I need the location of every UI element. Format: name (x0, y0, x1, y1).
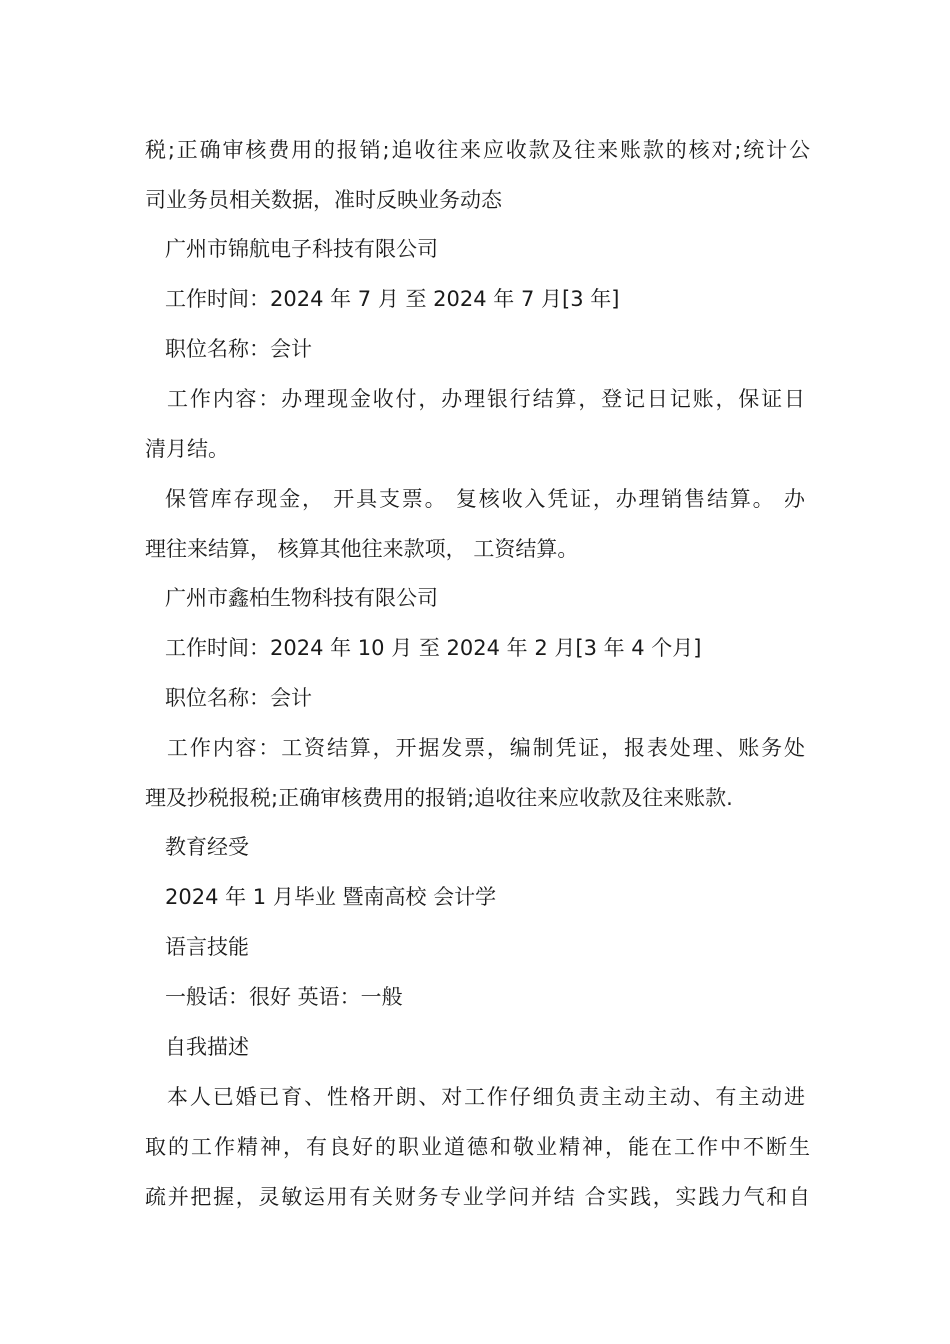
self-description: 本人已婚已育、性格开朗、对工作仔细负责主动主动、有主动进 (167, 1085, 805, 1109)
job-title: 职位名称：会计 (165, 337, 312, 361)
text-line: 税;正确审核费用的报销;追收往来应收款及往来账款的核对;统计公 (145, 138, 810, 162)
text-line: 保管库存现金， 开具支票。 复核收入凭证，办理销售结算。 办 (165, 487, 805, 511)
education-entry: 2024 年 1 月毕业 暨南高校 会计学 (165, 885, 497, 909)
section-heading-education: 教育经受 (165, 835, 249, 859)
section-heading-self-description: 自我描述 (165, 1035, 249, 1059)
language-entry: 一般话：很好 英语：一般 (165, 985, 403, 1009)
job-title: 职位名称：会计 (165, 686, 312, 710)
text-line: 理往来结算， 核算其他往来款项， 工资结算。 (145, 537, 579, 561)
section-heading-language: 语言技能 (165, 935, 249, 959)
self-description: 取的工作精神，有良好的职业道德和敬业精神，能在工作中不断生 (145, 1135, 810, 1159)
text-line: 理及抄税报税;正确审核费用的报销;追收往来应收款及往来账款. (145, 786, 733, 810)
text-line: 清月结。 (145, 437, 229, 461)
self-description: 疏并把握，灵敏运用有关财务专业学问并结 合实践，实践力气和自 (145, 1185, 810, 1209)
company-name: 广州市锦航电子科技有限公司 (165, 237, 438, 261)
company-name: 广州市鑫柏生物科技有限公司 (165, 586, 438, 610)
job-description: 工作内容：办理现金收付，办理银行结算，登记日记账，保证日 (167, 387, 805, 411)
work-period: 工作时间：2024 年 10 月 至 2024 年 2 月[3 年 4 个月] (165, 636, 702, 660)
work-period: 工作时间：2024 年 7 月 至 2024 年 7 月[3 年] (165, 287, 620, 311)
job-description: 工作内容：工资结算，开据发票，编制凭证，报表处理、账务处 (167, 736, 805, 760)
text-line: 司业务员相关数据，准时反映业务动态 (145, 188, 502, 212)
